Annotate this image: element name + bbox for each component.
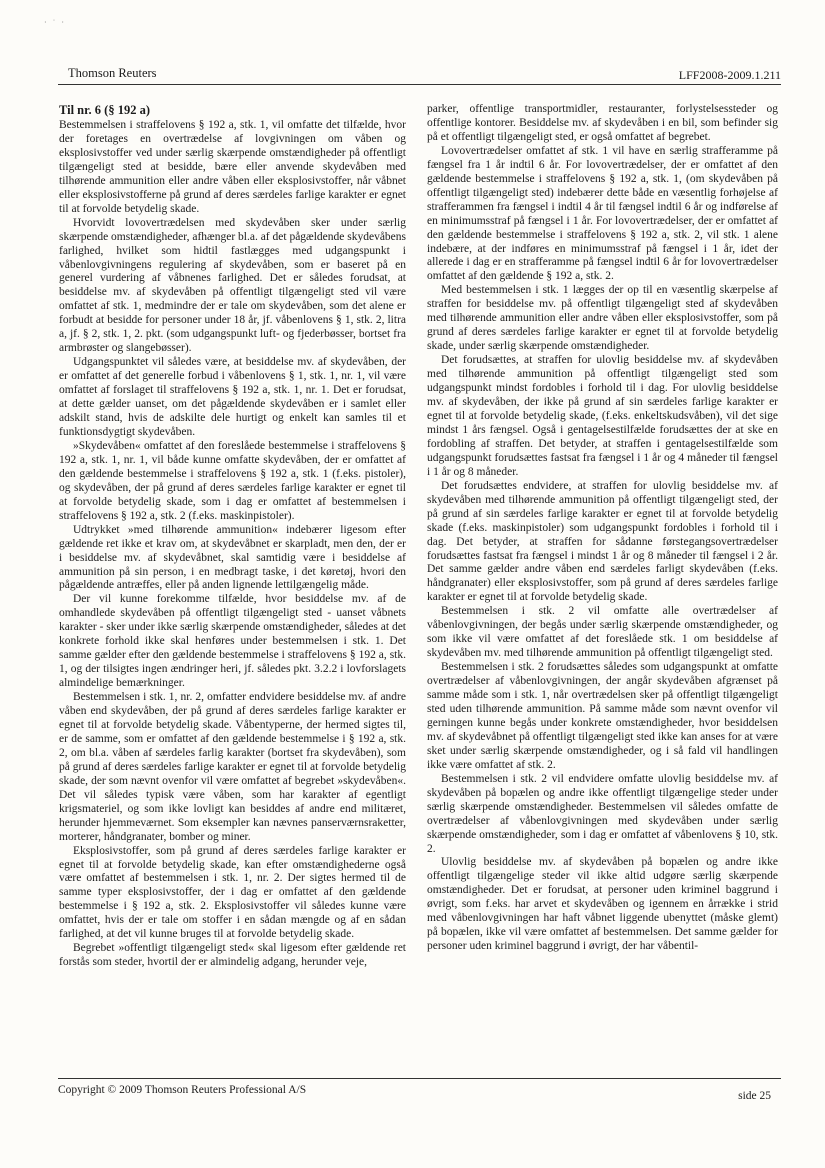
- paragraph: Der vil kunne forekomme tilfælde, hvor besiddelse mv. af de omhandlede skydevåben på offentligt tilgængeligt sted - uanset våbnets karakter - sker under ikke særlig skærpende omstændigheder, således at det konkrete forhold ikke skal henføres under bestemmelsen i stk. 1. Det samme gælder efter den gældende bestemmelse i straffelovens § 192 a, stk. 1, og der tilsigtes ingen ændringer heri, jf. således pkt. 3.2.2 i lovforslagets almindelige bemærkninger.: [59, 593, 406, 690]
- copyright-notice: Copyright © 2009 Thomson Reuters Professional A/S: [58, 1084, 307, 1096]
- paragraph: Udtrykket »med tilhørende ammunition« indebærer ligesom efter gældende ret ikke et krav om, at skydevåbnet er skarpladt, men den, der er i besiddelse mv. af skydevåbnet, skal samtidig være i besiddelse af ammunition på sin person, i en medbragt taske, i det køretøj, hvori den pågældende antræffes, eller på anden lignende lettilgængelig måde.: [59, 523, 406, 592]
- left-column: [59, 103, 406, 970]
- paragraph: parker, offentlige transportmidler, restauranter, forlystelsessteder og offentlige kontorer. Besiddelse mv. af skydevåben i en bil, som befinder sig på et offentligt tilgængeligt sted, er også omfattet af begrebet.: [427, 103, 778, 143]
- paragraph: Bestemmelsen i straffelovens § 192 a, stk. 1, vil omfatte det tilfælde, hvor der foretages en overtrædelse af lovgivningen om våben og eksplosivstoffer ved under særlig skærpende omstændigheder på offentligt tilgængeligt sted at besidde, bære eller anvende skydevåben med tilhørende ammunition eller andre våben eller eksplosivstoffer, når våbnet eller eksplosivstofferne på grund af deres særdeles farlige karakter er egnet til at forvolde betydelig skade.: [59, 119, 406, 215]
- paragraph: Ulovlig besiddelse mv. af skydevåben på bopælen og andre ikke offentligt tilgængelige steder vil ikke altid udgøre særlig skærpende omstændigheder. Det er forudsat, at personer uden kriminel baggrund i øvrigt, som f.eks. har arvet et skydevåben og igennem en årrække i strid med våbenlovgivningen har haft våbnet liggende ubenyttet (måske glemt) på bopælen, ikke vil være omfattet af bestemmelsen. Det samme gælder for personer uden kriminel baggrund i øvrigt, der har våbentil-: [427, 856, 778, 953]
- page-number: side 25: [738, 1090, 771, 1102]
- paragraph: Bestemmelsen i stk. 2 forudsættes således som udgangspunkt at omfatte overtrædelser af våbenlovgivningen, der angår skydevåben afgrænset på samme måde som i stk. 1, når overtrædelsen sker på offentligt tilgængeligt sted uden tilhørende ammunition. På samme måde som nævnt ovenfor vil gerningen kunne begås under konkrete omstændigheder, hvor besiddelsen mv. af skydevåbnet på offentligt tilgængeligt sted ikke kan anses for at være sket under særlig skærpende omstændigheder, og i så fald vil handlingen ikke være omfattet af stk. 2.: [427, 661, 778, 771]
- paragraph: Det forudsættes, at straffen for ulovlig besiddelse mv. af skydevåben med tilhørende ammunition på offentligt tilgængeligt sted som udgangspunkt mindst fordobles i forhold til i dag. For ulovlig besiddelse mv. af skydevåben, der ikke på grund af sin særdeles farlige karakter er egnet til at forvolde betydelig skade, (f.eks. enkeltskudsvåben), vil det sige mindst 1 års fængsel. Også i gentagelsestilfælde forudsættes der at ske en fordobling af straffen. Det betyder, at straffen i gentagelsestilfælde som udgangspunkt forudsættes fastsat fra fængsel i 1 år og 4 måneder til fængsel i 1 år og 8 måneder.: [427, 354, 778, 478]
- paragraph: Med bestemmelsen i stk. 1 lægges der op til en væsentlig skærpelse af straffen for besiddelse mv. på offentligt tilgængeligt sted af skydevåben med tilhørende ammunition eller andre våben eller eksplosivstoffer, som på grund af deres særdeles farlige karakter er egnet til at forvolde betydelig skade, under særlig skærpende omstændigheder.: [427, 284, 778, 353]
- paragraph: Hvorvidt lovovertrædelsen med skydevåben sker under særlig skærpende omstændigheder, afhænger bl.a. af det pågældende skydevåbens farlighed, hvilket som hidtil fastlægges med udgangspunkt i våbenlovgivningens regulering af skydevåben, som er baseret på en generel vurdering af våbnenes farlighed. Det er således forudsat, at besiddelse mv. af skydevåben på offentligt tilgængeligt sted vil være omfattet af stk. 1, medmindre der er tale om skydevåben, som det alene er forbudt at besidde for personer under 18 år, jf. våbenlovens § 1, stk. 2, litra a, jf. § 2, stk. 1, 2. pkt. (som udgangspunkt luft- og fjederbøsser, bortset fra armbrøster og slangebøsser).: [59, 216, 407, 355]
- paragraph: Bestemmelsen i stk. 2 vil endvidere omfatte ulovlig besiddelse mv. af skydevåben på bopælen og andre ikke offentligt tilgængelige steder under særlig skærpende omstændigheder. Bestemmelsen vil således omfatte de overtrædelser af våbenlovgivningen med skydevåben under særlig skærpende omstændigheder, som i dag er omfattet af våbenlovens § 10, stk. 2.: [427, 772, 778, 855]
- publisher-name: Thomson Reuters: [68, 66, 157, 80]
- scan-specks: · ˙ ·: [44, 18, 66, 27]
- paragraph: Begrebet »offentligt tilgængeligt sted« skal ligesom efter gældende ret forstås som steder, hvortil der er almindelig adgang, herunder veje,: [59, 942, 406, 969]
- paragraph: »Skydevåben« omfattet af den foreslåede bestemmelse i straffelovens § 192 a, stk. 1, nr. 1, vil både kunne omfatte skydevåben, der er omfattet af den gældende bestemmelse i straffelovens § 192 a, stk. 1 (f.eks. pistoler), og skydevåben, der på grund af deres særdeles farlige karakter er egnet til at forvolde betydelig skade, som i dag er omfattet af bestemmelsen i straffelovens § 192 a, stk. 2 (f.eks. maskinpistoler).: [59, 439, 406, 522]
- document-id: LFF2008-2009.1.211: [678, 68, 781, 82]
- footer-rule: [58, 1078, 781, 1079]
- right-column: [427, 103, 778, 954]
- paragraph: Eksplosivstoffer, som på grund af deres særdeles farlige karakter er egnet til at forvolde betydelig skade, kan efter omstændighederne også være omfattet af bestemmelsen i stk. 1, nr. 2. Der sigtes hermed til de samme typer eksplosivstoffer, der i dag er omfattet af den gældende bestemmelse i § 192 a, stk. 2. Eksplosivstoffer vil således kunne være omfattet, hvis der er tale om stoffer i en sådan mængde og af en sådan farlighed, at det vil kunne bruges til at forvolde betydelig skade.: [59, 844, 406, 941]
- paragraph: Bestemmelsen i stk. 2 vil omfatte alle overtrædelser af våbenlovgivningen, der begås under særlig skærpende omstændigheder, og som ikke vil være omfattet af det foreslåede stk. 1 om besiddelse af skydevåben mv. med tilhørende ammunition på offentligt tilgængeligt sted.: [427, 605, 778, 660]
- header-rule: [58, 84, 781, 85]
- paragraph: Det forudsættes endvidere, at straffen for ulovlig besiddelse mv. af skydevåben med tilhørende ammunition på offentligt tilgængeligt sted, der på grund af sin særdeles farlige karakter er egnet til at forvolde betydelig skade (f.eks. maskinpistoler) som udgangspunkt fordobles i forhold til i dag. Det betyder, at straffen for sådanne førstegangsovertrædelser forudsættes fastsat fra fængsel i mindst 1 år og 8 måneder til fængsel i 2 år. Det samme gælder andre våben end særdeles farligt skydevåben (f.eks. håndgranater) eller eksplosivstoffer, som på grund af deres særdeles farlige karakter er egnet til at forvolde betydelig skade.: [427, 479, 778, 604]
- page-header: [58, 62, 781, 80]
- section-heading: Til nr. 6 (§ 192 a): [59, 103, 150, 117]
- paragraph: Lovovertrædelser omfattet af stk. 1 vil have en særlig strafferamme på fængsel fra 1 år indtil 6 år. For lovovertrædelser, der er omfattet af den gældende bestemmelse i straffelovens § 192 a, stk. 1, (om skydevåben på offentligt tilgængeligt sted) indebærer dette både en væsentlig forhøjelse af strafferammen fra fængsel i indtil 4 år til fængsel indtil 6 år og indførelse af en minimumsstraf på fængsel i 1 år. For lovovertrædelser, der er omfattet af den gældende bestemmelse i straffelovens § 192 a, stk. 2, vil stk. 1 alene indebære, at der indføres en minimumsstraf på fængsel i 1 år, idet der allerede i dag er en strafferamme på fængsel indtil 6 år for lovovertrædelser omfattet af den gældende § 192 a, stk. 2.: [427, 144, 778, 283]
- paragraph: Bestemmelsen i stk. 1, nr. 2, omfatter endvidere besiddelse mv. af andre våben end skydevåben, der på grund af deres særdeles farlige karakter er egnet til at forvolde betydelig skade. Våbentyperne, der hermed sigtes til, er de samme, som er omfattet af den gældende bestemmelse i § 192 a, stk. 2, om bl.a. våben af særdeles farlig karakter (bortset fra skydevåben), som på grund af deres særdeles farlige karakter er egnet til at forvolde betydelig skade, der som nævnt ovenfor vil være omfattet af begrebet »skydevåben«. Det vil således typisk være våben, som har karakter af egentligt krigsmateriel, og som ikke lovligt kan besiddes af andre end militæret, herunder hjemmeværnet. Som eksempler kan nævnes panserværnsraketter, morterer, håndgranater, bomber og miner.: [59, 691, 406, 843]
- paragraph: Udgangspunktet vil således være, at besiddelse mv. af skydevåben, der er omfattet af det generelle forbud i våbenlovens § 1, stk. 1, nr. 1, vil være omfattet af forslaget til straffelovens § 192 a, stk. 1, nr. 1. Det er forudsat, at dette gælder uanset, om det pågældende skydevåben er i samlet eller adskilt stand, hvis de adskilte dele hurtigt og enkelt kan samles til et funktionsdygtigt skydevåben.: [59, 356, 406, 438]
